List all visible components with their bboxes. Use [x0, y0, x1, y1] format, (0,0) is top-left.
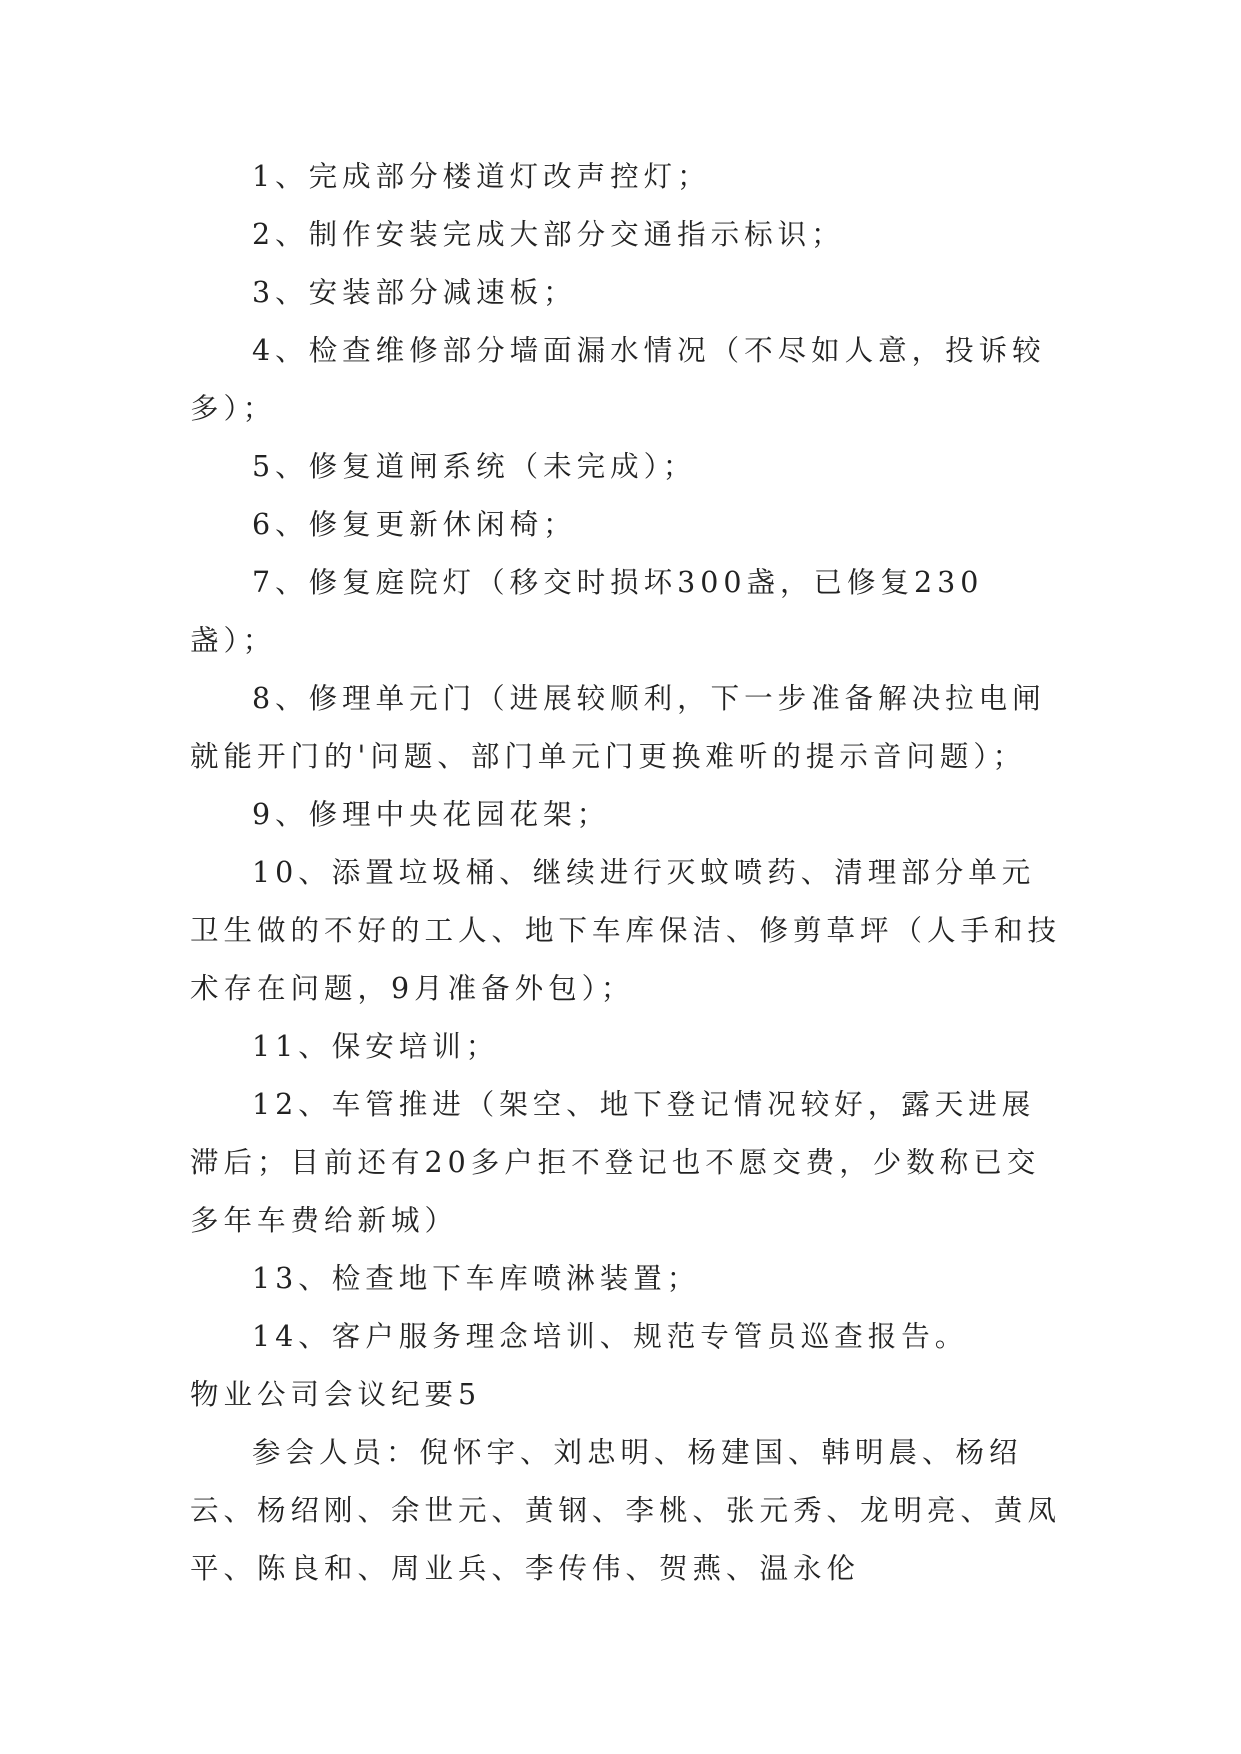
list-item: 6、修复更新休闲椅； [252, 508, 577, 541]
list-item: 5、修复道闸系统（未完成）； [252, 450, 697, 483]
attendees-paragraph: 参会人员：倪怀宇、刘忠明、杨建国、韩明晨、杨绍云、杨绍刚、余世元、黄钢、李桃、张元秀、龙明亮、黄凤平、陈良和、周业兵、李传伟、贺燕、温永伦 [190, 1436, 1062, 1585]
list-item: 8、修理单元门（进展较顺利，下一步准备解决拉电闸就能开门的'问题、部门单元门更换难听的提示音问题）； [190, 682, 1046, 773]
list-item: 11、保安培训； [252, 1030, 500, 1063]
list-item: 3、安装部分减速板； [252, 276, 577, 309]
list-item: 1、完成部分楼道灯改声控灯； [252, 160, 711, 193]
list-item: 13、检查地下车库喷淋装置； [252, 1262, 701, 1295]
list-item: 10、添置垃圾桶、继续进行灭蚊喷药、清理部分单元卫生做的不好的工人、地下车库保洁、修剪草坪（人手和技术存在问题，9月准备外包）； [190, 856, 1062, 1005]
list-item: 12、车管推进（架空、地下登记情况较好，露天进展滞后；目前还有20多户拒不登记也不愿交费，少数称已交多年车费给新城） [190, 1088, 1041, 1237]
list-item: 2、制作安装完成大部分交通指示标识； [252, 218, 845, 251]
list-item: 7、修复庭院灯（移交时损坏300盏，已修复230盏）； [190, 566, 984, 657]
list-item: 9、修理中央花园花架； [252, 798, 611, 831]
list-item: 14、客户服务理念培训、规范专管员巡查报告。 [252, 1320, 969, 1353]
document-page [190, 148, 1065, 1598]
section-title: 物业公司会议纪要5 [190, 1378, 482, 1411]
list-item: 4、检查维修部分墙面漏水情况（不尽如人意，投诉较多）； [190, 334, 1046, 425]
